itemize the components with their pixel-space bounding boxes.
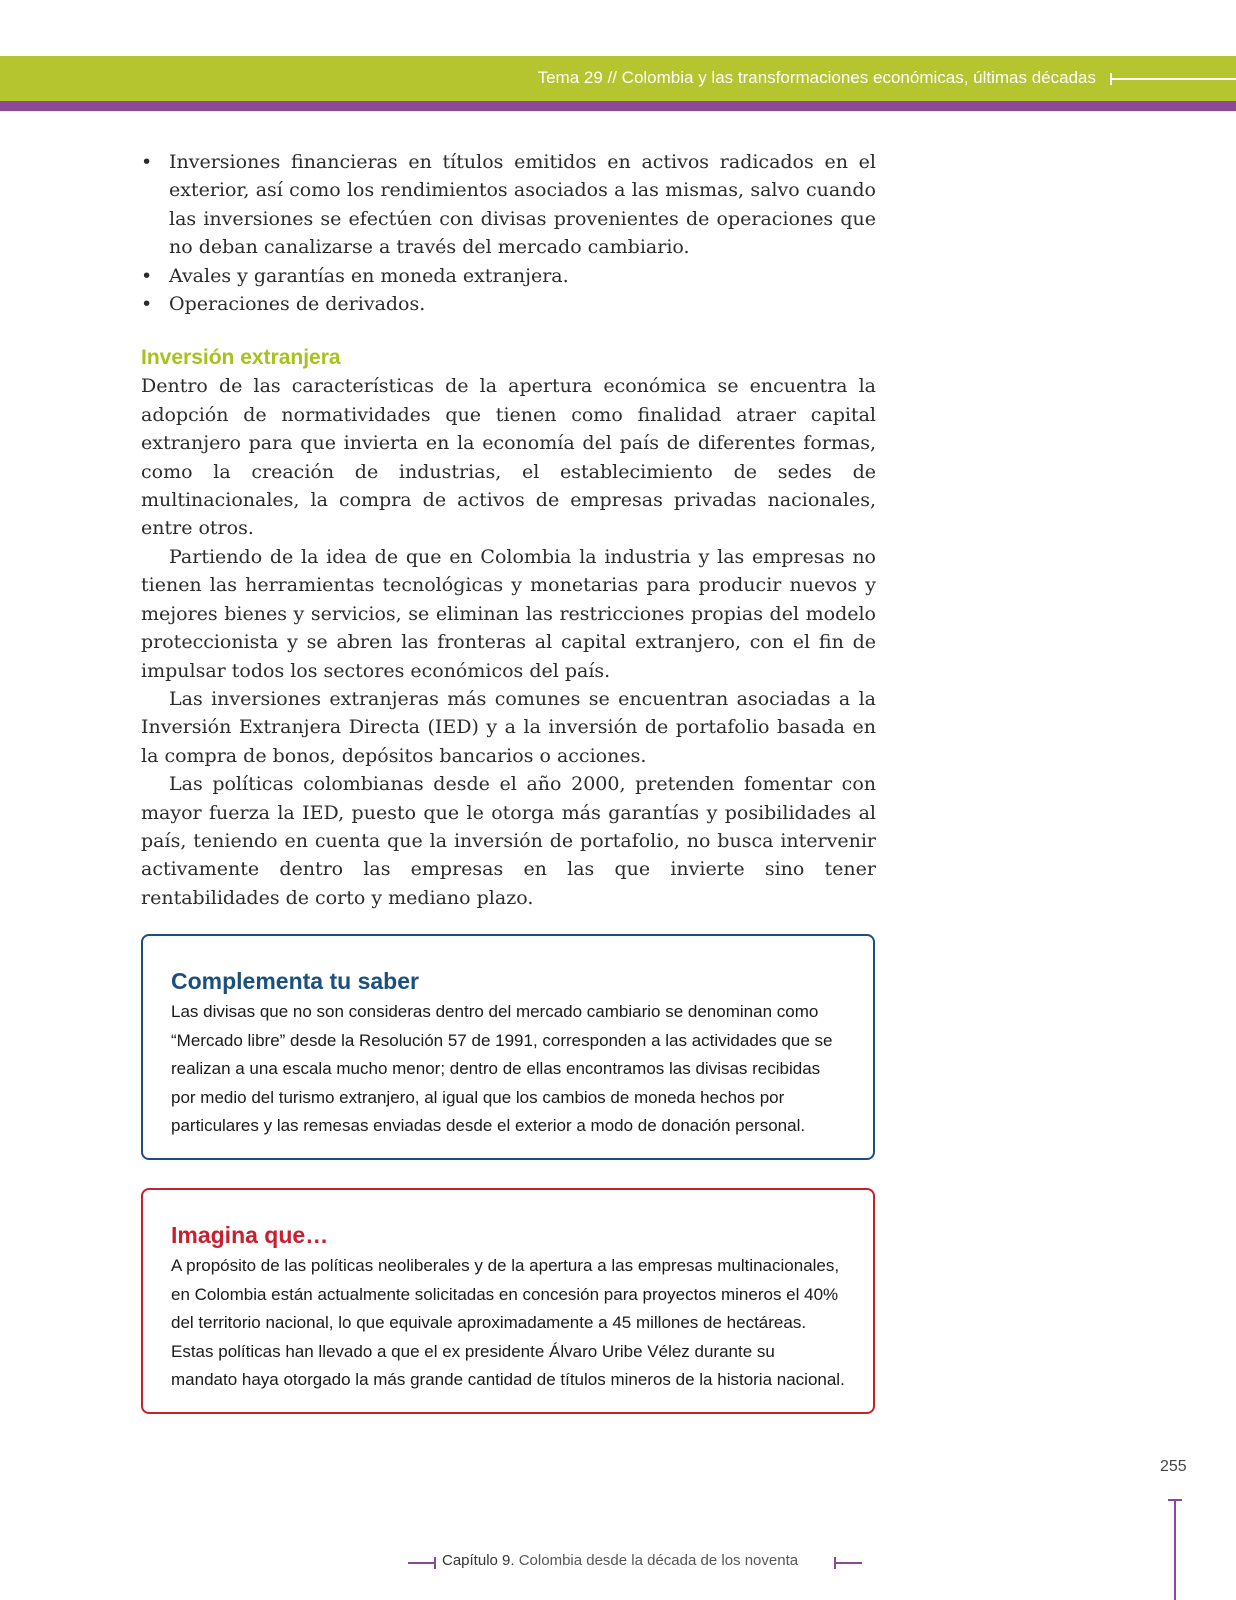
paragraph: Dentro de las características de la apertura económica se encuentra la adopción de normatividades que tienen como finalidad atraer capital extranjero para que invierta en la economía del país de diferentes formas, como la creación de industrias, el establecimiento de sedes de multinacionales, la compra de activos de empresas privadas nacionales, entre otros. xyxy=(141,375,876,540)
imagina-box xyxy=(141,1188,875,1414)
header-rule xyxy=(1110,78,1236,80)
footer-tick-left xyxy=(434,1557,436,1569)
header-rule-tick xyxy=(1110,73,1112,85)
footer-rule-left xyxy=(408,1562,436,1564)
paragraph: Las políticas colombianas desde el año 2000, pretenden fomentar con mayor fuerza la IED, puesto que le otorga más garantías y posibilidades al país, teniendo en cuenta que la inversión de portafolio, no busca intervenir activamente dentro las empresas en las que invierte sino tener rentabilidades de corto y mediano plazo. xyxy=(141,773,876,909)
footer-chapter-title: Colombia desde la década de los noventa xyxy=(518,1552,799,1569)
imagina-body: A propósito de las políticas neoliberales y de la apertura a las empresas multinacionales, en Colombia están actualmente solicitadas en concesión para proyectos mineros el 40% del territorio nacional, lo que equivale aproximadamente a 45 millones de hectáreas. Estas políticas han llevado a que el ex presidente Álvaro Uribe Vélez durante su mandato haya otorgado la más grande cantidad de títulos mineros de la historia nacional. xyxy=(171,1256,845,1389)
list-item-text: Operaciones de derivados. xyxy=(169,293,426,316)
page-number: 255 xyxy=(1160,1458,1187,1475)
complementa-body: Las divisas que no son consideras dentro del mercado cambiario se denominan como “Mercado libre” desde la Resolución 57 de 1991, corresponden a las actividades que se realizan a una escala mucho menor; dentro de ellas encontramos las divisas recibidas por medio del turismo extranjero, al igual que los cambios de moneda hechos por particulares y las remesas enviadas desde el exterior a modo de donación personal. xyxy=(171,1002,833,1135)
side-rule xyxy=(1174,1500,1176,1600)
footer-rule-right xyxy=(834,1562,862,1564)
main-content xyxy=(141,148,876,912)
list-item xyxy=(141,148,876,262)
footer xyxy=(408,1551,868,1575)
bullet-icon: • xyxy=(141,264,153,287)
list-item-text: Inversiones financieras en títulos emitidos en activos radicados en el exterior, así como los rendimientos asociados a las mismas, salvo cuando las inversiones se efectúen con divisas provenientes de operaciones que no deban canalizarse a través del mercado cambiario. xyxy=(169,151,876,259)
complementa-title: Complementa tu saber xyxy=(171,968,419,994)
header-title: Tema 29 // Colombia y las transformaciones económicas, últimas décadas xyxy=(537,68,1096,87)
bullet-icon: • xyxy=(141,293,153,316)
bullet-list xyxy=(141,148,876,318)
imagina-title: Imagina que… xyxy=(171,1222,329,1248)
bullet-icon: • xyxy=(141,151,153,173)
list-item xyxy=(141,290,876,318)
complementa-box xyxy=(141,934,875,1160)
list-item xyxy=(141,262,876,290)
header-purple-stripe xyxy=(0,101,1236,111)
paragraph: Las inversiones extranjeras más comunes se encuentran asociadas a la Inversión Extranjera Directa (IED) y a la inversión de portafolio basada en la compra de bonos, depósitos bancarios o acciones. xyxy=(141,687,876,767)
footer-text xyxy=(442,1552,798,1569)
paragraph: Partiendo de la idea de que en Colombia la industria y las empresas no tienen las herramientas tecnológicas y monetarias para producir nuevos y mejores bienes y servicios, se eliminan las restricciones propias del modelo proteccionista y se abren las fronteras al capital extranjero, con el fin de impulsar todos los sectores económicos del país. xyxy=(141,545,876,682)
footer-chapter-label: Capítulo 9. xyxy=(442,1552,515,1569)
list-item-text: Avales y garantías en moneda extranjera. xyxy=(169,264,569,287)
section-heading: Inversión extranjera xyxy=(141,346,341,370)
